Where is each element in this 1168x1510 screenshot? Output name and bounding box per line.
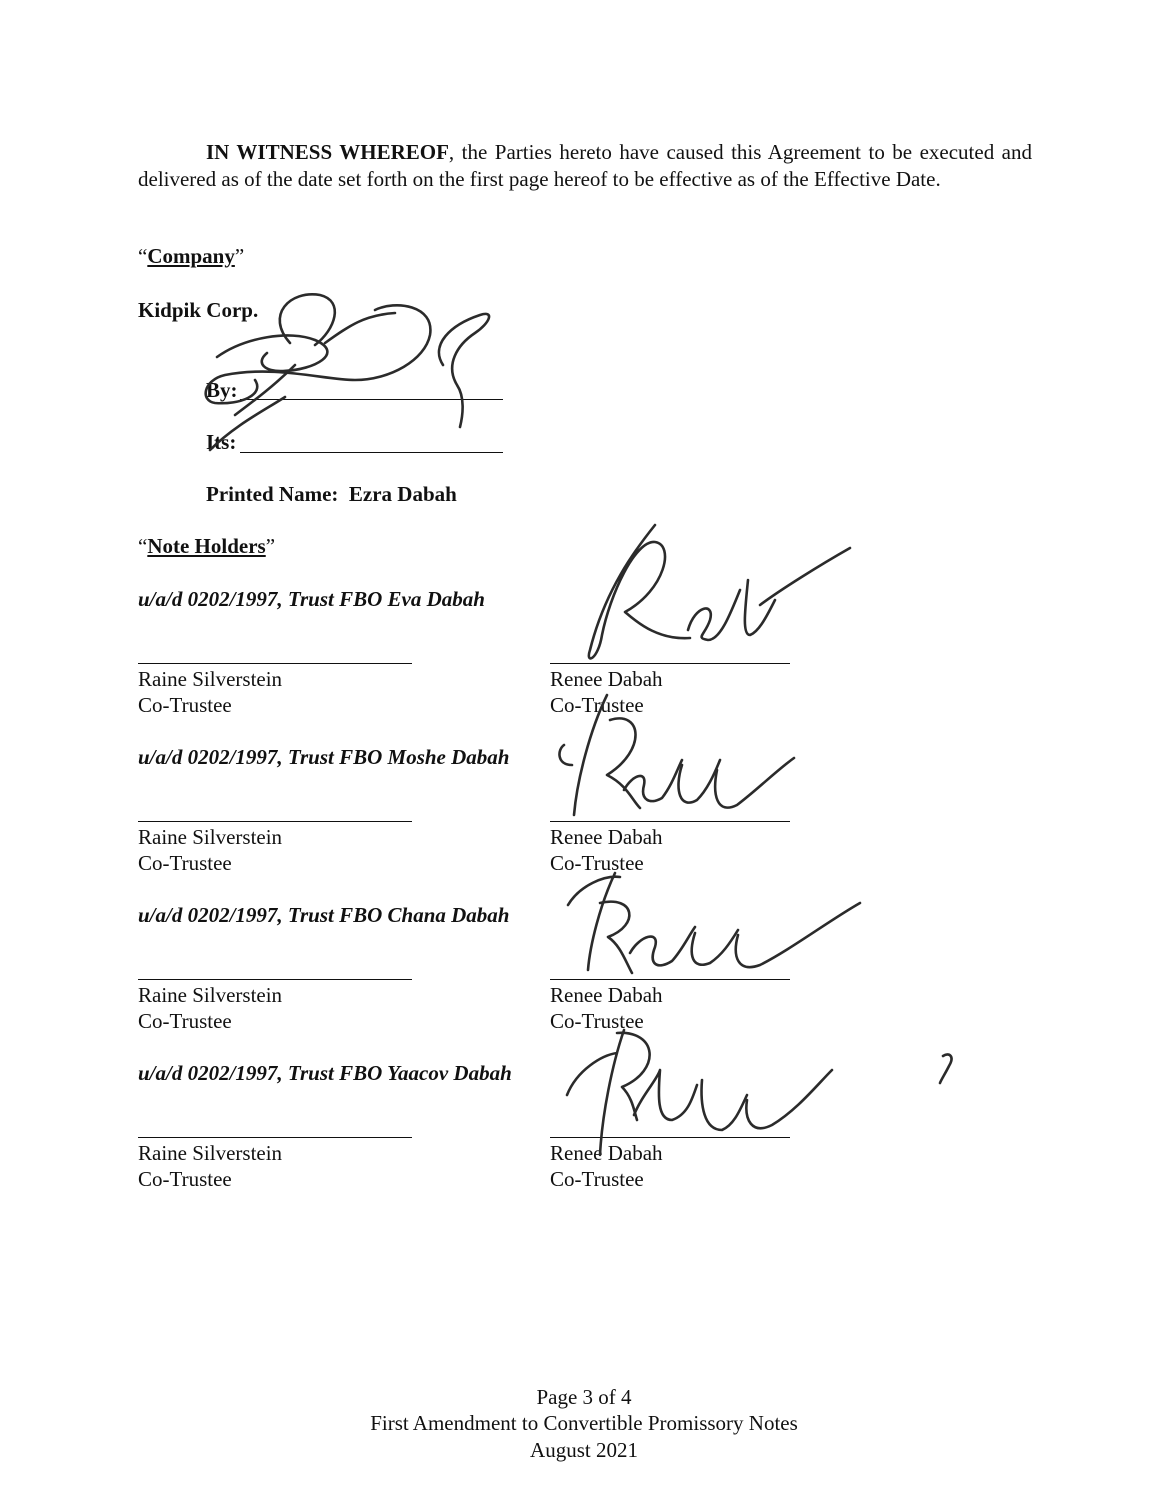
footer-page-number: Page 3 of 4 bbox=[536, 1385, 632, 1409]
left-signature-line bbox=[138, 1137, 412, 1138]
left-signer-name: Raine Silverstein bbox=[138, 983, 283, 1007]
company-heading: “Company” bbox=[138, 244, 245, 268]
right-signer-role: Co-Trustee bbox=[550, 1167, 644, 1191]
renee-signature-2 bbox=[552, 690, 802, 830]
company-signature bbox=[195, 285, 505, 435]
stray-pen-mark bbox=[935, 1048, 960, 1088]
renee-signature-3 bbox=[560, 865, 865, 980]
left-signer-role: Co-Trustee bbox=[138, 693, 232, 717]
left-signature-line bbox=[138, 663, 412, 664]
left-signer-name: Raine Silverstein bbox=[138, 667, 283, 691]
trust-title: u/a/d 0202/1997, Trust FBO Chana Dabah bbox=[138, 903, 510, 927]
witness-lead: IN WITNESS WHEREOF bbox=[206, 140, 449, 164]
company-name: Kidpik Corp. bbox=[138, 298, 259, 322]
left-signer-role: Co-Trustee bbox=[138, 1167, 232, 1191]
footer-date: August 2021 bbox=[530, 1438, 638, 1462]
left-signer-name: Raine Silverstein bbox=[138, 825, 283, 849]
printed-name-value: Ezra Dabah bbox=[348, 482, 457, 506]
printed-name-label: Printed Name: bbox=[206, 482, 339, 506]
trust-title: u/a/d 0202/1997, Trust FBO Yaacov Dabah bbox=[138, 1061, 512, 1085]
note-holders-heading: “Note Holders” bbox=[138, 534, 276, 558]
left-signature-line bbox=[138, 979, 412, 980]
right-signer-name: Renee Dabah bbox=[550, 825, 663, 849]
trust-title: u/a/d 0202/1997, Trust FBO Eva Dabah bbox=[138, 587, 485, 611]
right-signer-role: Co-Trustee bbox=[550, 693, 644, 717]
note-holders-heading-label: Note Holders bbox=[147, 534, 266, 558]
by-label: By: bbox=[206, 378, 238, 402]
right-signer-name: Renee Dabah bbox=[550, 667, 663, 691]
company-its-line bbox=[240, 452, 503, 453]
witness-text: , the Parties hereto have caused this Agreement to be executed and delivered as of the date set forth on the first page hereof to be effective as of the Effective Date. bbox=[138, 140, 1033, 191]
right-signer-role: Co-Trustee bbox=[550, 851, 644, 875]
left-signature-line bbox=[138, 821, 412, 822]
its-label: Its: bbox=[206, 430, 237, 454]
right-signer-role: Co-Trustee bbox=[550, 1009, 644, 1033]
left-signer-role: Co-Trustee bbox=[138, 1009, 232, 1033]
trust-title: u/a/d 0202/1997, Trust FBO Moshe Dabah bbox=[138, 745, 510, 769]
renee-signature-4 bbox=[562, 1025, 837, 1160]
witness-paragraph bbox=[138, 139, 1032, 192]
right-signer-name: Renee Dabah bbox=[550, 983, 663, 1007]
right-signer-name: Renee Dabah bbox=[550, 1141, 663, 1165]
printed-name bbox=[206, 481, 457, 507]
left-signer-name: Raine Silverstein bbox=[138, 1141, 283, 1165]
footer-document-title: First Amendment to Convertible Promissory Notes bbox=[370, 1411, 798, 1435]
left-signer-role: Co-Trustee bbox=[138, 851, 232, 875]
renee-signature-1 bbox=[580, 520, 860, 670]
company-heading-label: Company bbox=[147, 244, 235, 268]
